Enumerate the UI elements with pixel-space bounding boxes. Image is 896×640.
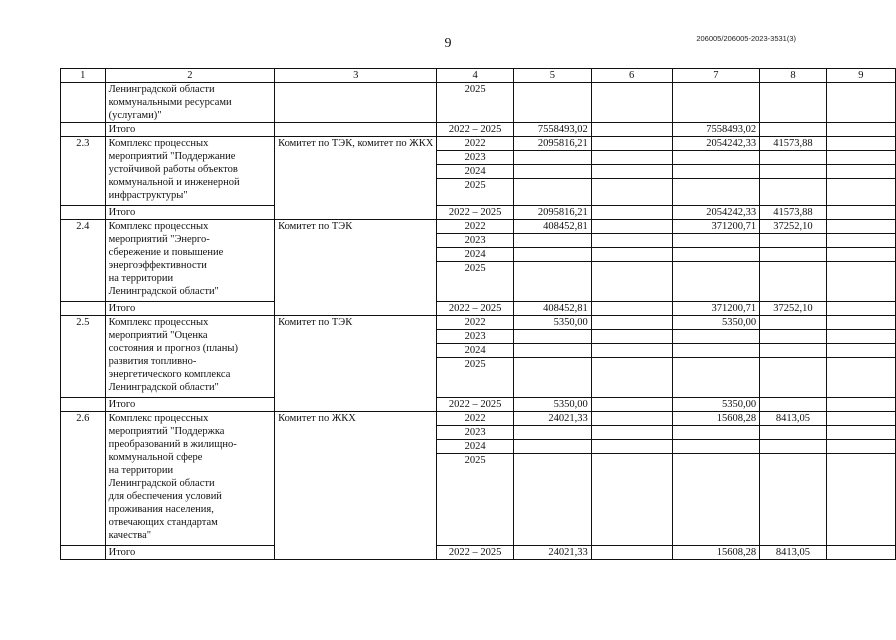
activity-name-line: (услугами)" <box>108 110 162 121</box>
value-cell <box>826 412 895 426</box>
value-cell <box>672 83 760 123</box>
value-cell <box>591 220 672 234</box>
value-cell <box>760 83 827 123</box>
value-cell: 41573,88 <box>760 206 827 220</box>
activity-name-line: энергоэффективности <box>108 260 207 271</box>
activity-name-line: качества" <box>108 530 152 541</box>
column-header: 3 <box>275 69 437 83</box>
value-cell <box>760 316 827 330</box>
responsible-cell <box>275 123 437 137</box>
activity-name-line: коммунальными ресурсами <box>108 97 232 108</box>
value-cell: 5350,00 <box>514 398 592 412</box>
responsible-cell: Комитет по ЖКХ <box>275 412 437 560</box>
value-cell <box>591 248 672 262</box>
table-row <box>61 83 896 123</box>
activity-name-line: мероприятий "Поддержание <box>108 151 236 162</box>
value-cell <box>591 330 672 344</box>
value-cell: 2095816,21 <box>514 206 592 220</box>
value-cell <box>514 454 592 546</box>
year-cell: 2023 <box>437 426 514 440</box>
value-cell <box>826 546 895 560</box>
value-cell <box>826 179 895 206</box>
value-cell: 7558493,02 <box>514 123 592 137</box>
value-cell <box>760 398 827 412</box>
activity-name-line: Ленинградской области" <box>108 286 219 297</box>
value-cell <box>591 398 672 412</box>
period-cell: 2022 – 2025 <box>437 398 514 412</box>
value-cell <box>826 206 895 220</box>
row-number <box>61 546 106 560</box>
activity-name-line: сбережение и повышение <box>108 247 224 258</box>
value-cell <box>760 426 827 440</box>
activity-name <box>105 220 275 302</box>
activity-name <box>105 412 275 546</box>
value-cell <box>591 151 672 165</box>
activity-name-line: коммунальной сфере <box>108 452 203 463</box>
column-header: 5 <box>514 69 592 83</box>
activity-name-line: на территории <box>108 465 174 476</box>
value-cell <box>826 344 895 358</box>
year-cell: 2024 <box>437 344 514 358</box>
value-cell <box>672 248 760 262</box>
activity-name-line: инфраструктуры" <box>108 190 188 201</box>
value-cell <box>826 316 895 330</box>
value-cell: 5350,00 <box>672 398 760 412</box>
value-cell: 2054242,33 <box>672 137 760 151</box>
value-cell: 2095816,21 <box>514 137 592 151</box>
activity-name-line: Комплекс процессных <box>108 413 209 424</box>
row-number <box>61 206 106 220</box>
year-cell: 2025 <box>437 262 514 302</box>
activity-name-line: проживания населения, <box>108 504 214 515</box>
activity-name-line: на территории <box>108 273 174 284</box>
value-cell: 15608,28 <box>672 412 760 426</box>
value-cell <box>591 546 672 560</box>
total-row <box>61 302 896 316</box>
value-cell <box>591 123 672 137</box>
total-label: Итого <box>105 546 275 560</box>
activity-name-line: Комплекс процессных <box>108 317 209 328</box>
year-cell: 2025 <box>437 83 514 123</box>
year-cell: 2024 <box>437 440 514 454</box>
table-row <box>61 316 896 330</box>
value-cell <box>760 262 827 302</box>
value-cell <box>760 358 827 398</box>
value-cell <box>591 83 672 123</box>
value-cell <box>591 302 672 316</box>
value-cell: 371200,71 <box>672 302 760 316</box>
total-row <box>61 546 896 560</box>
value-cell: 8413,05 <box>760 412 827 426</box>
value-cell <box>591 206 672 220</box>
value-cell <box>514 358 592 398</box>
value-cell <box>672 330 760 344</box>
value-cell <box>826 123 895 137</box>
value-cell <box>591 137 672 151</box>
value-cell <box>672 151 760 165</box>
value-cell: 7558493,02 <box>672 123 760 137</box>
row-number <box>61 398 106 412</box>
activity-name-line: Ленинградской области" <box>108 382 219 393</box>
value-cell: 24021,33 <box>514 546 592 560</box>
row-number: 2.3 <box>61 137 106 206</box>
value-cell: 41573,88 <box>760 137 827 151</box>
page-number: 9 <box>444 36 452 51</box>
total-label: Итого <box>105 123 275 137</box>
column-header-row <box>61 69 896 83</box>
value-cell <box>760 248 827 262</box>
value-cell <box>826 83 895 123</box>
value-cell <box>760 234 827 248</box>
value-cell <box>514 440 592 454</box>
activity-name-line: развития топливно- <box>108 356 197 367</box>
total-label: Итого <box>105 302 275 316</box>
value-cell <box>760 179 827 206</box>
value-cell <box>826 302 895 316</box>
year-cell: 2022 <box>437 137 514 151</box>
value-cell <box>672 234 760 248</box>
value-cell <box>591 316 672 330</box>
value-cell: 2054242,33 <box>672 206 760 220</box>
total-row <box>61 206 896 220</box>
column-header: 7 <box>672 69 760 83</box>
value-cell <box>514 426 592 440</box>
value-cell: 408452,81 <box>514 302 592 316</box>
row-number: 2.4 <box>61 220 106 302</box>
value-cell <box>760 330 827 344</box>
value-cell <box>672 344 760 358</box>
value-cell <box>591 262 672 302</box>
column-header: 2 <box>105 69 275 83</box>
table-row <box>61 220 896 234</box>
value-cell <box>826 234 895 248</box>
value-cell <box>826 220 895 234</box>
value-cell <box>826 165 895 179</box>
value-cell <box>672 179 760 206</box>
value-cell: 15608,28 <box>672 546 760 560</box>
year-cell: 2022 <box>437 316 514 330</box>
value-cell <box>826 426 895 440</box>
year-cell: 2025 <box>437 358 514 398</box>
responsible-cell <box>275 83 437 123</box>
total-row <box>61 398 896 412</box>
value-cell <box>591 234 672 248</box>
value-cell <box>826 262 895 302</box>
value-cell <box>672 440 760 454</box>
value-cell <box>760 151 827 165</box>
value-cell: 371200,71 <box>672 220 760 234</box>
value-cell: 8413,05 <box>760 546 827 560</box>
value-cell <box>591 412 672 426</box>
value-cell <box>826 248 895 262</box>
value-cell <box>591 426 672 440</box>
value-cell <box>514 83 592 123</box>
column-header: 9 <box>826 69 895 83</box>
responsible-cell: Комитет по ТЭК <box>275 220 437 316</box>
row-number <box>61 123 106 137</box>
value-cell <box>760 454 827 546</box>
activity-name-line: Комплекс процессных <box>108 138 209 149</box>
activity-name-line: для обеспечения условий <box>108 491 222 502</box>
value-cell <box>591 344 672 358</box>
activity-name-line: мероприятий "Энерго- <box>108 234 210 245</box>
year-cell: 2025 <box>437 454 514 546</box>
activity-name-line: Комплекс процессных <box>108 221 209 232</box>
year-cell: 2023 <box>437 330 514 344</box>
table-row <box>61 412 896 426</box>
value-cell <box>760 440 827 454</box>
value-cell <box>514 179 592 206</box>
year-cell: 2024 <box>437 165 514 179</box>
activity-name-line: отвечающих стандартам <box>108 517 218 528</box>
value-cell <box>591 358 672 398</box>
row-number: 2.5 <box>61 316 106 398</box>
value-cell: 37252,10 <box>760 220 827 234</box>
column-header: 6 <box>591 69 672 83</box>
total-label: Итого <box>105 206 275 220</box>
responsible-cell: Комитет по ТЭК <box>275 316 437 412</box>
row-number: 2.6 <box>61 412 106 546</box>
value-cell <box>514 344 592 358</box>
value-cell: 24021,33 <box>514 412 592 426</box>
value-cell <box>826 454 895 546</box>
column-header: 4 <box>437 69 514 83</box>
activity-name-line: Ленинградской области <box>108 478 215 489</box>
period-cell: 2022 – 2025 <box>437 546 514 560</box>
column-header: 1 <box>61 69 106 83</box>
value-cell <box>514 330 592 344</box>
row-number <box>61 83 106 123</box>
value-cell <box>514 248 592 262</box>
value-cell <box>672 454 760 546</box>
value-cell <box>591 165 672 179</box>
period-cell: 2022 – 2025 <box>437 206 514 220</box>
value-cell <box>826 398 895 412</box>
value-cell: 5350,00 <box>514 316 592 330</box>
document-id: 206005/206005-2023-3531(3) <box>696 34 796 43</box>
row-number <box>61 302 106 316</box>
activity-name-line: мероприятий "Поддержка <box>108 426 225 437</box>
value-cell <box>760 123 827 137</box>
year-cell: 2025 <box>437 179 514 206</box>
value-cell <box>591 454 672 546</box>
value-cell <box>514 262 592 302</box>
responsible-cell: Комитет по ТЭК, комитет по ЖКХ <box>275 137 437 220</box>
table-row <box>61 137 896 151</box>
activity-name-line: коммунальной и инженерной <box>108 177 240 188</box>
value-cell <box>672 262 760 302</box>
value-cell <box>760 344 827 358</box>
value-cell: 5350,00 <box>672 316 760 330</box>
activity-name-line: энергетического комплекса <box>108 369 231 380</box>
year-cell: 2024 <box>437 248 514 262</box>
activity-name <box>105 316 275 398</box>
value-cell: 37252,10 <box>760 302 827 316</box>
value-cell <box>672 165 760 179</box>
activity-name-line: мероприятий "Оценка <box>108 330 208 341</box>
value-cell <box>514 234 592 248</box>
year-cell: 2023 <box>437 151 514 165</box>
year-cell: 2022 <box>437 220 514 234</box>
value-cell <box>826 440 895 454</box>
activity-name-line: Ленинградской области <box>108 84 215 95</box>
value-cell <box>672 358 760 398</box>
value-cell <box>826 358 895 398</box>
column-header: 8 <box>760 69 827 83</box>
value-cell <box>591 179 672 206</box>
value-cell <box>826 330 895 344</box>
period-cell: 2022 – 2025 <box>437 302 514 316</box>
value-cell <box>826 137 895 151</box>
budget-table <box>60 68 896 560</box>
value-cell <box>514 165 592 179</box>
total-row <box>61 123 896 137</box>
activity-name <box>105 83 275 123</box>
value-cell <box>591 440 672 454</box>
year-cell: 2023 <box>437 234 514 248</box>
activity-name <box>105 137 275 206</box>
value-cell: 408452,81 <box>514 220 592 234</box>
value-cell <box>672 426 760 440</box>
activity-name-line: устойчивой работы объектов <box>108 164 238 175</box>
year-cell: 2022 <box>437 412 514 426</box>
activity-name-line: состояния и прогноз (планы) <box>108 343 238 354</box>
value-cell <box>514 151 592 165</box>
period-cell: 2022 – 2025 <box>437 123 514 137</box>
activity-name-line: преобразований в жилищно- <box>108 439 237 450</box>
value-cell <box>826 151 895 165</box>
total-label: Итого <box>105 398 275 412</box>
value-cell <box>760 165 827 179</box>
